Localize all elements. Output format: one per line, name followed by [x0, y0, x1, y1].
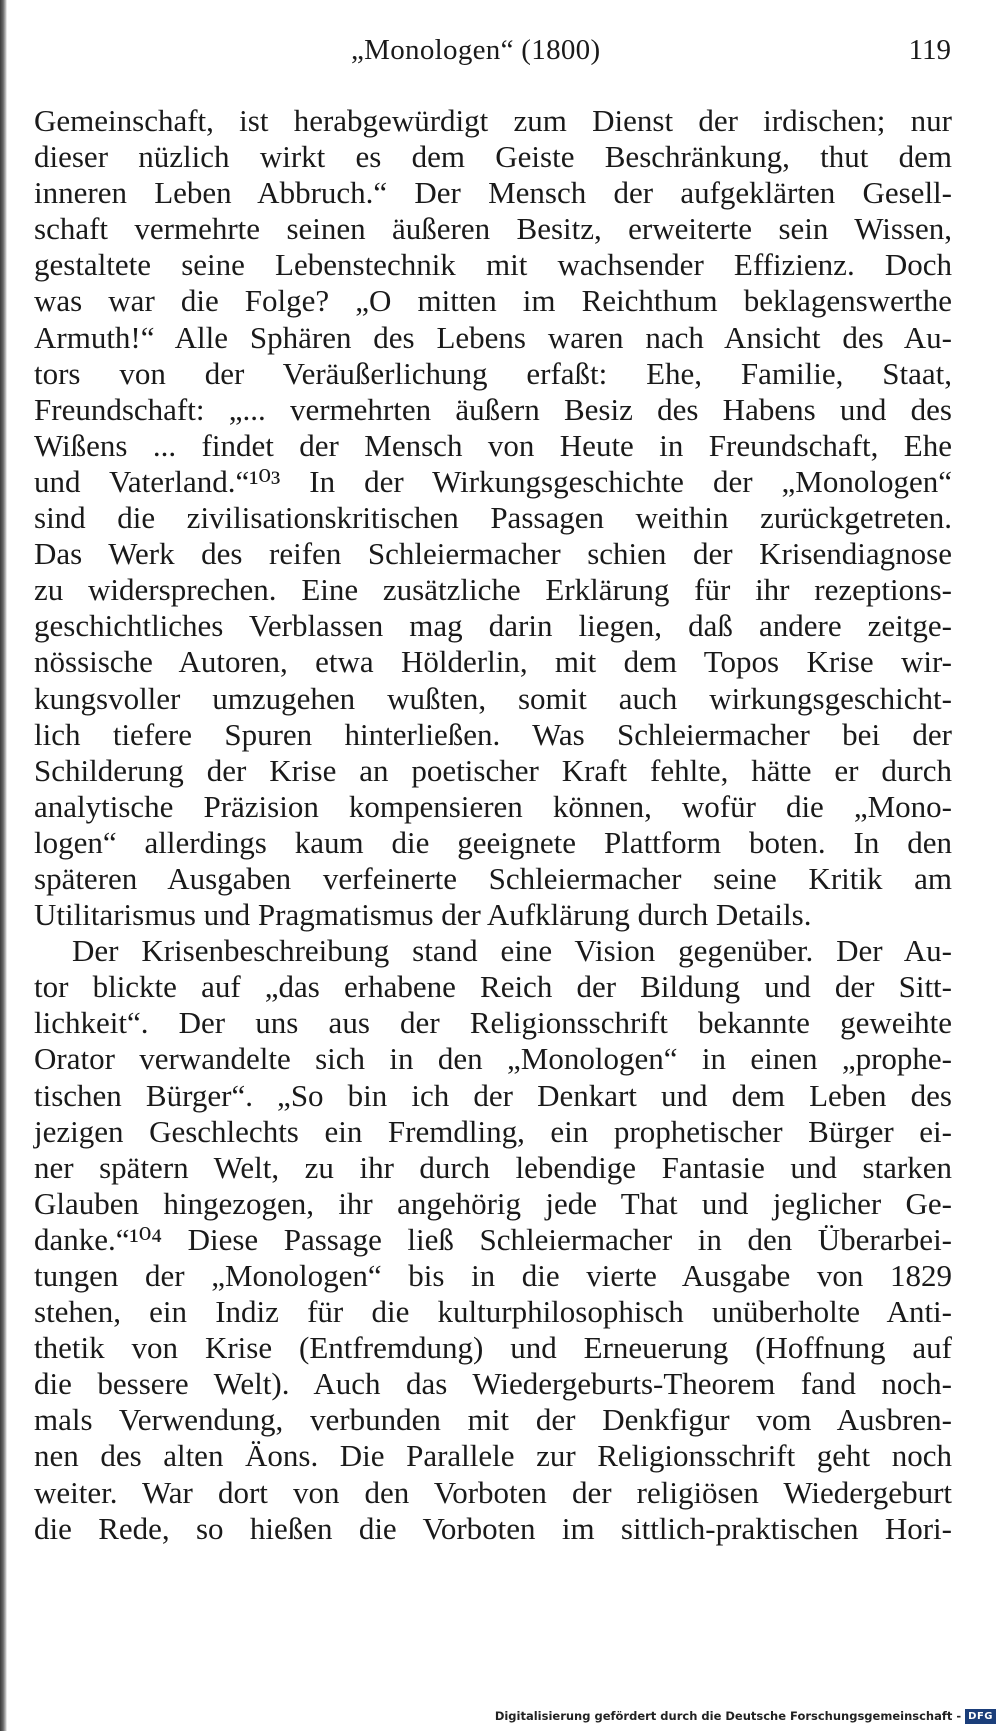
text-line: kungsvoller umzugehen wußten, somit auch wirkungsgeschicht- [34, 680, 952, 716]
text-line: mals Verwendung, verbunden mit der Denkfigur vom Ausbren- [34, 1402, 952, 1438]
text-line: inneren Leben Abbruch.“ Der Mensch der aufgeklärten Gesell- [34, 175, 952, 211]
book-binding-shadow [0, 0, 7, 1731]
credit-text: Digitalisierung gefördert durch die Deutsche Forschungsgemeinschaft - [494, 1709, 962, 1723]
text-line: stehen, ein Indiz für die kulturphilosophisch unüberholte Anti- [34, 1294, 952, 1330]
text-line: Das Werk des reifen Schleiermacher schien der Krisendiagnose [34, 536, 952, 572]
text-line: Orator verwandelte sich in den „Monologen“ in einen „prophe- [34, 1041, 952, 1077]
page-number: 119 [908, 34, 951, 66]
text-line: tischen Bürger“. „So bin ich der Denkart und dem Leben des [34, 1077, 952, 1113]
text-line: analytische Präzision kompensieren können, wofür die „Mono- [34, 788, 952, 824]
dfg-logo-icon: DFG [965, 1709, 996, 1724]
text-line: tors von der Veräußerlichung erfaßt: Ehe, Familie, Staat, [34, 355, 952, 391]
running-head [0, 28, 1000, 72]
text-line: gestaltete seine Lebenstechnik mit wachsender Effizienz. Doch [34, 247, 952, 283]
text-line: tungen der „Monologen“ bis in die vierte Ausgabe von 1829 [34, 1258, 952, 1293]
text-line: Gemeinschaft, ist herabgewürdigt zum Dienst der irdischen; nur [34, 103, 952, 138]
text-line: Wißens ... findet der Mensch von Heute in Freundschaft, Ehe [34, 427, 952, 463]
text-line: zu widersprechen. Eine zusätzliche Erklärung für ihr rezeptions- [34, 572, 952, 608]
body-text [34, 103, 952, 1547]
text-line: Glauben hingezogen, ihr angehörig jede That und jeglicher Ge- [34, 1185, 952, 1221]
text-line: sind die zivilisationskritischen Passagen weithin zurückgetreten. [34, 500, 952, 536]
text-line: lich tiefere Spuren hinterließen. Was Schleiermacher bei der [34, 716, 952, 752]
text-line: danke.“¹⁰⁴ Diese Passage ließ Schleiermacher in den Überarbei- [34, 1221, 952, 1257]
text-line: nen des alten Äons. Die Parallele zur Religionsschrift geht noch [34, 1438, 952, 1474]
text-line: logen“ allerdings kaum die geeignete Plattform boten. In den [34, 824, 952, 860]
text-line: die bessere Welt). Auch das Wiedergeburts-Theorem fand noch- [34, 1366, 952, 1402]
text-line: Schilderung der Krise an poetischer Kraft fehlte, hätte er durch [34, 752, 952, 788]
text-line: dieser nüzlich wirkt es dem Geiste Beschränkung, thut dem [34, 139, 952, 175]
text-line: Freundschaft: „... vermehrten äußern Besiz des Habens und des [34, 391, 952, 427]
text-line: geschichtliches Verblassen mag darin liegen, daß andere zeitge- [34, 608, 952, 644]
text-line: nössische Autoren, etwa Hölderlin, mit dem Topos Krise wir- [34, 644, 952, 680]
text-line: schaft vermehrte seinen äußeren Besitz, erweiterte sein Wissen, [34, 211, 952, 247]
text-line: Armuth!“ Alle Sphären des Lebens waren nach Ansicht des Au- [34, 319, 952, 355]
text-line: ner spätern Welt, zu ihr durch lebendige Fantasie und starken [34, 1149, 952, 1185]
text-line: was war die Folge? „O mitten im Reichthum beklagenswerthe [34, 283, 952, 319]
text-line: weiter. War dort von den Vorboten der religiösen Wiedergeburt [34, 1474, 952, 1510]
text-line: späteren Ausgaben verfeinerte Schleiermacher seine Kritik am [34, 860, 952, 896]
text-line: jezigen Geschlechts ein Fremdling, ein prophetischer Bürger ei- [34, 1113, 952, 1149]
text-line: die Rede, so hießen die Vorboten im sittlich-praktischen Hori- [34, 1510, 952, 1546]
text-line: lichkeit“. Der uns aus der Religionsschrift bekannte geweihte [34, 1005, 952, 1041]
running-title: „Monologen“ (1800) [351, 34, 601, 66]
digitization-credit [495, 1707, 996, 1725]
text-line: Utilitarismus und Pragmatismus der Aufklärung durch Details. [34, 897, 812, 933]
paragraph-start-line: Der Krisenbeschreibung stand eine Vision gegenüber. Der Au- [72, 933, 952, 969]
text-line: tor blickte auf „das erhabene Reich der Bildung und der Sitt- [34, 969, 952, 1005]
text-line: thetik von Krise (Entfremdung) und Erneuerung (Hoffnung auf [34, 1330, 952, 1366]
text-line: und Vaterland.“¹⁰³ In der Wirkungsgeschichte der „Monologen“ [34, 463, 952, 499]
